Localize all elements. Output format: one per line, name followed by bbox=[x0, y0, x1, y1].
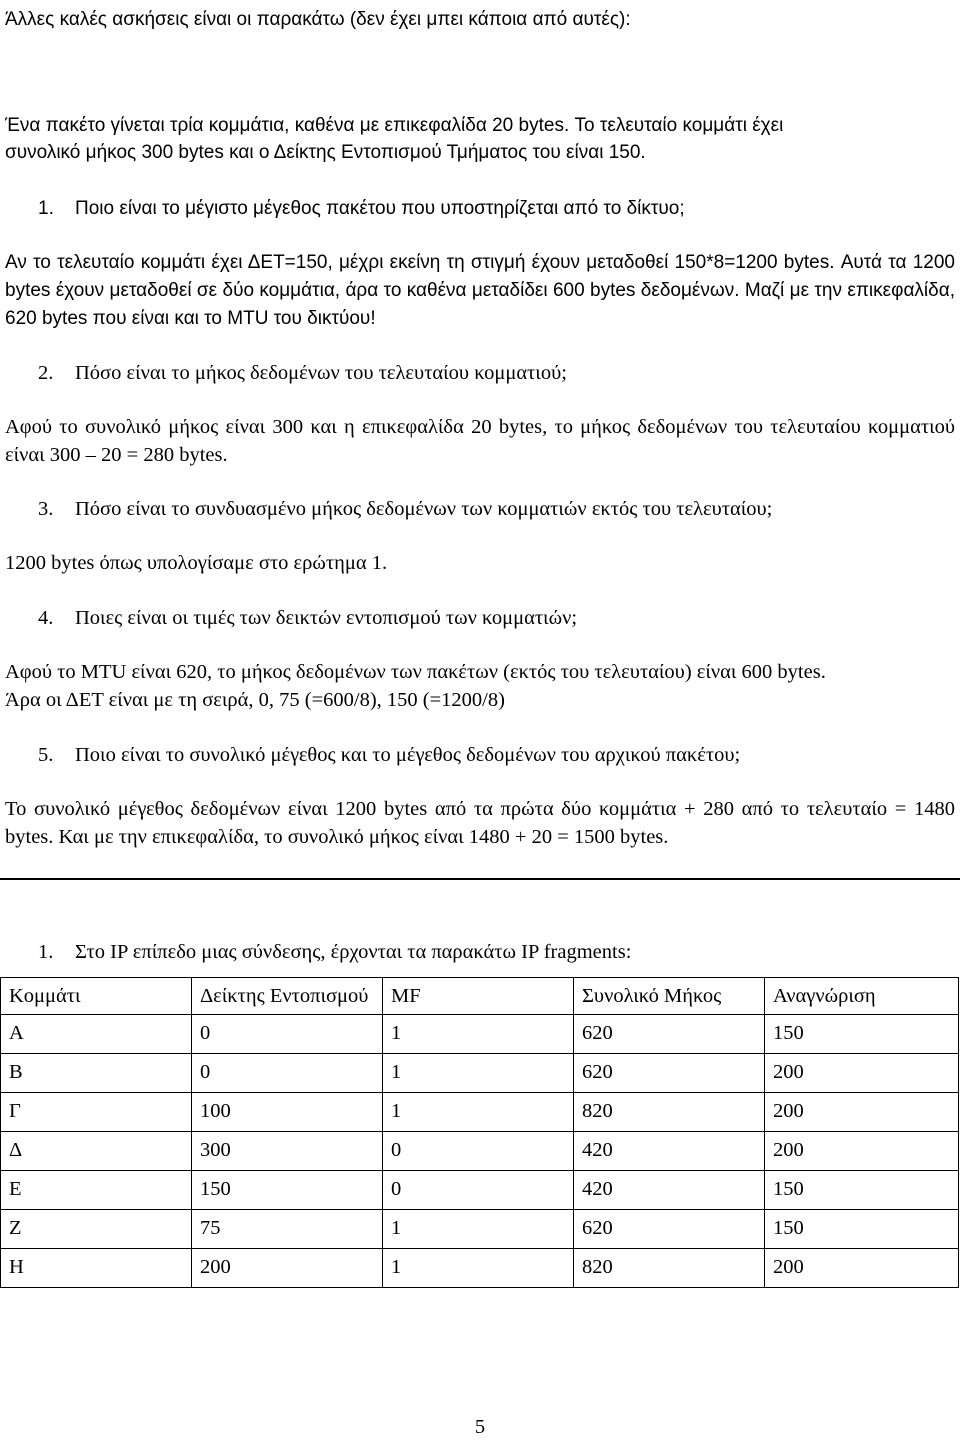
answer-5: Το συνολικό μέγεθος δεδομένων είναι 1200 bytes από τα πρώτα δύο κομμάτια + 280 από το τελευταίο = 1480 bytes. Και με την επικεφαλίδα, το συνολικό μήκος είναι 1480 + 20 = 1500 bytes. bbox=[5, 798, 955, 848]
table-cell: 0 bbox=[192, 1054, 383, 1093]
table-row bbox=[1, 1132, 959, 1171]
table-cell: Β bbox=[1, 1054, 192, 1093]
table-cell: 150 bbox=[765, 1210, 959, 1249]
table-row bbox=[1, 1093, 959, 1132]
table-row bbox=[1, 1249, 959, 1288]
table-cell: 200 bbox=[765, 1093, 959, 1132]
answer-4-line-1: Αφού το MTU είναι 620, το μήκος δεδομένων των πακέτων (εκτός του τελευταίου) είναι 600 bytes. bbox=[5, 661, 826, 683]
table-cell: 420 bbox=[574, 1171, 765, 1210]
table-cell: 150 bbox=[765, 1171, 959, 1210]
table-cell: Δ bbox=[1, 1132, 192, 1171]
table-header-cell: Αναγνώριση bbox=[765, 978, 959, 1015]
table-cell: 300 bbox=[192, 1132, 383, 1171]
question-text: Ποιο είναι το μέγιστο μέγεθος πακέτου που υποστηρίζεται από το δίκτυο; bbox=[75, 198, 685, 219]
question-text: Πόσο είναι το μήκος δεδομένων του τελευταίου κομματιού; bbox=[75, 362, 567, 384]
section-divider bbox=[0, 878, 960, 880]
intro-text: Άλλες καλές ασκήσεις είναι οι παρακάτω (δεν έχει μπει κάποια από αυτές): bbox=[5, 9, 631, 30]
table-cell: 0 bbox=[192, 1015, 383, 1054]
table-cell: Ε bbox=[1, 1171, 192, 1210]
table-cell: 0 bbox=[383, 1132, 574, 1171]
question-number: 3. bbox=[38, 498, 54, 520]
question-number: 2. bbox=[38, 362, 54, 384]
question-number: 1. bbox=[38, 198, 54, 219]
table-header-row bbox=[1, 978, 959, 1015]
exercise-statement-line-2: συνολικό μήκος 300 bytes και ο Δείκτης Εντοπισμού Τμήματος του είναι 150. bbox=[5, 142, 646, 163]
table-cell: Ζ bbox=[1, 1210, 192, 1249]
question-number: 5. bbox=[38, 744, 54, 766]
table-cell: 820 bbox=[574, 1093, 765, 1132]
answer-1: Αν το τελευταίο κομμάτι έχει ΔΕΤ=150, μέχρι εκείνη τη στιγμή έχουν μεταδοθεί 150*8=1200 bytes. Αυτά τα 1200 bytes έχουν μεταδοθεί σε δύο κομμάτια, άρα το καθένα μεταδίδει 600 bytes δεδομένων. Μαζί με την επικεφαλίδα, 620 bytes που είναι και το MTU του δικτύου! bbox=[5, 252, 955, 329]
answer-3: 1200 bytes όπως υπολογίσαμε στο ερώτημα 1. bbox=[5, 552, 388, 574]
table-cell: 820 bbox=[574, 1249, 765, 1288]
table-row bbox=[1, 1210, 959, 1249]
table-cell: 620 bbox=[574, 1210, 765, 1249]
exercise-statement-line-1: Ένα πακέτο γίνεται τρία κομμάτια, καθένα με επικεφαλίδα 20 bytes. Το τελευταίο κομμάτι έχει bbox=[5, 115, 784, 136]
answer-4-line-2: Άρα οι ΔΕΤ είναι με τη σειρά, 0, 75 (=600/8), 150 (=1200/8) bbox=[5, 689, 505, 711]
table-header-cell: Δείκτης Εντοπισμού bbox=[192, 978, 383, 1015]
table-cell: Η bbox=[1, 1249, 192, 1288]
table-cell: 620 bbox=[574, 1054, 765, 1093]
table-cell: 0 bbox=[383, 1171, 574, 1210]
table-cell: 100 bbox=[192, 1093, 383, 1132]
table-cell: 200 bbox=[765, 1249, 959, 1288]
table-header-cell: MF bbox=[383, 978, 574, 1015]
ip-fragments-table bbox=[0, 977, 959, 1288]
table-cell: 620 bbox=[574, 1015, 765, 1054]
table-cell: 1 bbox=[383, 1093, 574, 1132]
table-cell: 1 bbox=[383, 1210, 574, 1249]
table-cell: 1 bbox=[383, 1249, 574, 1288]
table-cell: 150 bbox=[765, 1015, 959, 1054]
table-cell: 1 bbox=[383, 1054, 574, 1093]
table-cell: Γ bbox=[1, 1093, 192, 1132]
question-text: Στο IP επίπεδο μιας σύνδεσης, έρχονται τα παρακάτω IP fragments: bbox=[75, 941, 632, 963]
question-number: 1. bbox=[38, 941, 54, 963]
table-cell: 1 bbox=[383, 1015, 574, 1054]
page-number: 5 bbox=[474, 1416, 486, 1438]
answer-2: Αφού το συνολικό μήκος είναι 300 και η επικεφαλίδα 20 bytes, το μήκος δεδομένων του τελευταίου κομματιού είναι 300 – 20 = 280 bytes. bbox=[5, 416, 955, 466]
table-cell: 150 bbox=[192, 1171, 383, 1210]
question-text: Ποιο είναι το συνολικό μέγεθος και το μέγεθος δεδομένων του αρχικού πακέτου; bbox=[75, 744, 741, 766]
table-cell: 75 bbox=[192, 1210, 383, 1249]
table-header-cell: Κομμάτι bbox=[1, 978, 192, 1015]
table-cell: 200 bbox=[765, 1054, 959, 1093]
question-text: Ποιες είναι οι τιμές των δεικτών εντοπισμού των κομματιών; bbox=[75, 607, 578, 629]
question-text: Πόσο είναι το συνδυασμένο μήκος δεδομένων των κομματιών εκτός του τελευταίου; bbox=[75, 498, 773, 520]
table-cell: 200 bbox=[192, 1249, 383, 1288]
table-row bbox=[1, 1015, 959, 1054]
question-number: 4. bbox=[38, 607, 54, 629]
table-cell: 200 bbox=[765, 1132, 959, 1171]
table-header-cell: Συνολικό Μήκος bbox=[574, 978, 765, 1015]
table-cell: Α bbox=[1, 1015, 192, 1054]
table-row bbox=[1, 1054, 959, 1093]
table-cell: 420 bbox=[574, 1132, 765, 1171]
table-row bbox=[1, 1171, 959, 1210]
